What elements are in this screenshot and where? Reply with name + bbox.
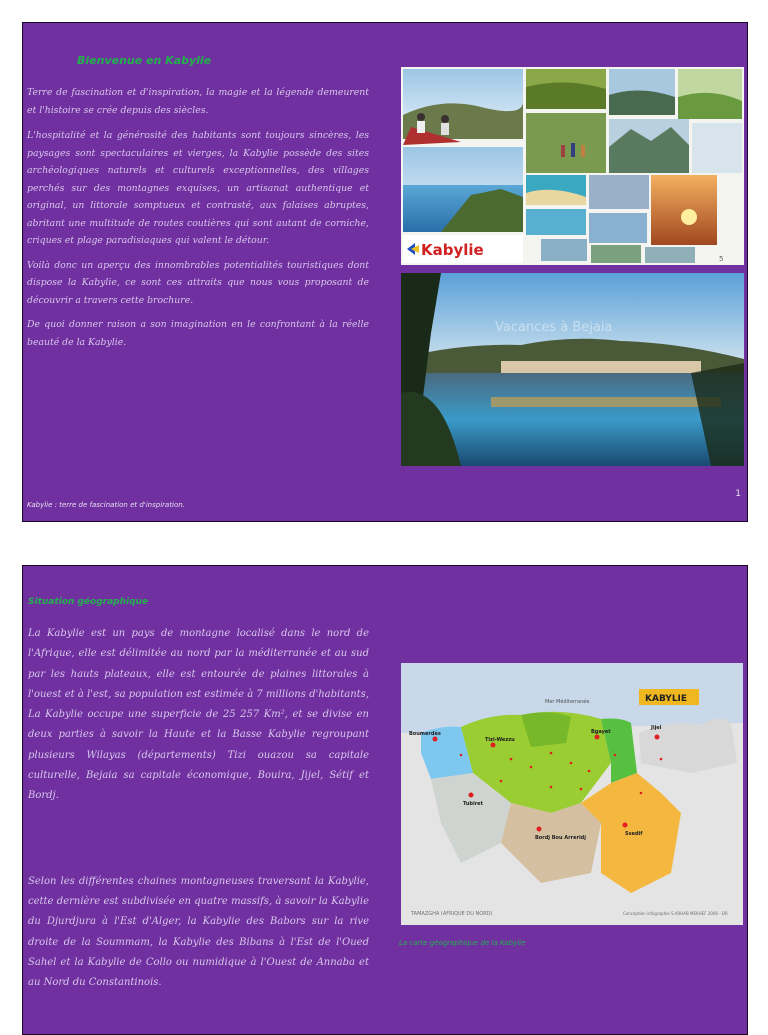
kabylie-photo-collage	[401, 67, 744, 265]
map-city: Ssedif	[625, 831, 643, 837]
page1-number: 1	[735, 489, 741, 499]
kabylie-map	[401, 663, 743, 925]
page1-paragraph: L'hospitalité et la générosité des habitants sont toujours sincères, les paysages sont spectaculaires et vierges, la Kabylie possède des sites archéologiques naturels et culturels exceptionnelles, des villages perchés sur des montagnes exquises, un artisanat authentique et original, un littorale somptueux et contrasté, aux falaises abruptes, abritant une multitude de routes coutières qui sont autant de corniche, criques et plage paradisiaques qui valent le détour.	[27, 130, 369, 246]
page1-paragraph: De quoi donner raison a son imagination en le confrontant à la réelle beauté de la Kabylie.	[27, 319, 369, 348]
page2-body	[28, 624, 369, 993]
collage-logo-text: Kabylie	[421, 241, 484, 259]
page2-paragraph: La Kabylie est un pays de montagne localisé dans le nord de l'Afrique, elle est délimitée au nord par la méditerranée et au sud par les hauts plateaux, elle est entourée de plaines littorales à l'ouest et à l'est, sa population est estimée à 7 millions d'habitants, La Kabylie occupe une superficie de 25 257 Km², et se divise en deux parties à savoir la Haute et la Basse Kabylie regroupant plusieurs Wilayas (départements) Tizi ouazou sa capitale culturelle, Bejaia sa capitale économique, Bouira, Jijel, Sétif et Bordj.	[28, 628, 369, 802]
photo-caption-text: Vacances à Bejaia	[495, 320, 613, 335]
map-sea-label: Mer Méditerranée	[545, 699, 590, 705]
map-city: Boumerdès	[409, 731, 441, 737]
map-caption: La carte géographique de la Kabylie	[399, 939, 526, 947]
map-city: Bgayet	[591, 729, 611, 735]
page1-footer: Kabylie : terre de fascination et d'inspiration.	[27, 501, 185, 509]
map-city: Tubiret	[463, 801, 483, 807]
bejaia-lake-photo	[401, 273, 744, 466]
page1-title: Bienvenue en Kabylie	[77, 54, 212, 67]
page1-body	[27, 84, 369, 351]
map-badge: KABYLIE	[645, 694, 688, 704]
collage-page-number: 5	[719, 255, 724, 263]
page2-paragraph: Selon les différentes chaines montagneuses traversant la Kabylie, cette dernière est subdivisée en quatre massifs, à savoir la Kabylie du Djurdjura à l'Est d'Alger, la Kabylie des Babors sur la rive droite de la Soummam, la Kabylie des Bibans à l'Est de l'Oued Sahel et la Kabylie de Collo ou numidique à l'Ouest de Annaba et au Nord du Constantinois.	[28, 875, 369, 989]
brochure-page-2	[22, 565, 748, 1035]
map-region-label: TAMAZGHA (AFRIQUE DU NORD)	[411, 911, 493, 917]
brochure-page-1	[22, 22, 748, 522]
map-credit: Conception infographie S.ARHAB MEKHEF 2006 - DR	[623, 911, 728, 916]
page2-title: Situation géographique	[28, 597, 149, 607]
page1-paragraph: Voilà donc un aperçu des innombrables potentialités touristiques dont dispose la Kabylie, ce sont ces attraits que nous vous proposant de découvrir a travers cette brochure.	[27, 259, 369, 306]
page1-paragraph: Terre de fascination et d'inspiration, la magie et la légende demeurent et l'histoire se crée depuis des siècles.	[27, 87, 369, 116]
map-city: Tizi-Wezzu	[485, 737, 515, 743]
map-city: Bordj Bou Arreridj	[535, 835, 586, 841]
map-city: Jijel	[651, 725, 662, 731]
